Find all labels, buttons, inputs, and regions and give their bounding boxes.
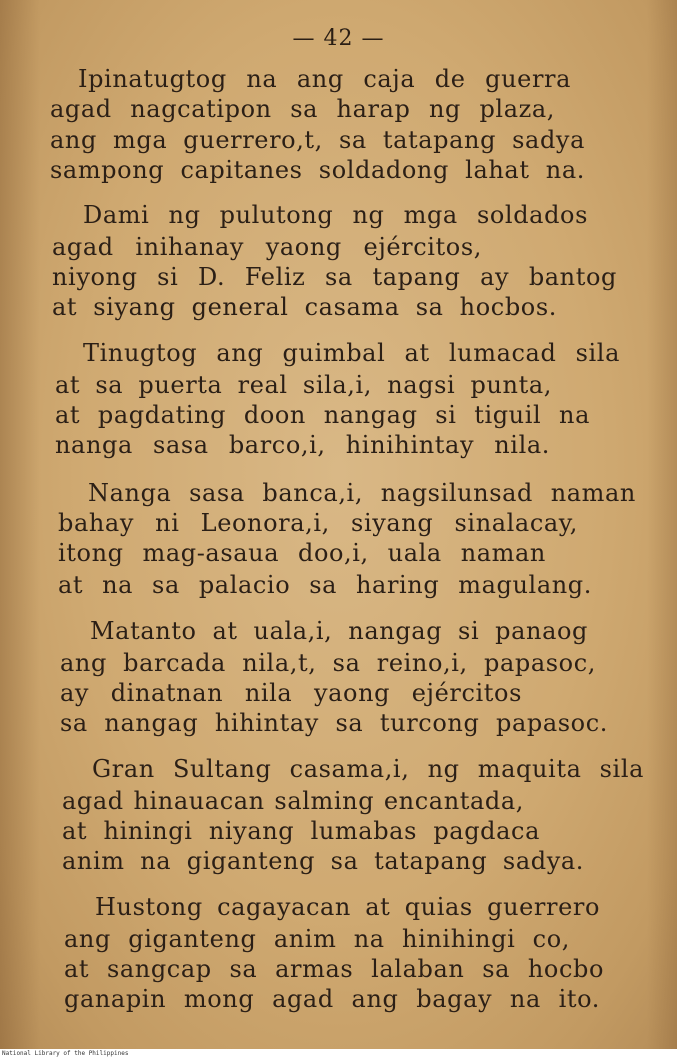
verse-line: Dami ng pulutong ng mga soldados [83, 201, 588, 229]
verse-line: ang barcada nila,t, sa reino,i, papasoc, [60, 649, 596, 677]
verse-line: niyong si D. Feliz sa tapang ay bantog [52, 263, 617, 291]
verse-line: at siyang general casama sa hocbos. [52, 293, 557, 321]
page-number: — 42 — [292, 26, 385, 51]
verse-line: ang giganteng anim na hinihingi co, [64, 925, 570, 953]
verse-line: at pagdating doon nangag si tiguil na [55, 401, 590, 429]
verse-line: ganapin mong agad ang bagay na ito. [64, 985, 600, 1013]
verse-line: sampong capitanes soldadong lahat na. [50, 156, 585, 184]
verse-line: sa nangag hihintay sa turcong papasoc. [60, 709, 608, 737]
verse-line: agad inihanay yaong ejércitos, [52, 233, 482, 261]
verse-line: agad hinauacan salming encantada, [62, 787, 524, 815]
verse-line: anim na giganteng sa tatapang sadya. [62, 847, 584, 875]
verse-line: Nanga sasa banca,i, nagsilunsad naman [88, 479, 636, 507]
verse-line: agad nagcatipon sa harap ng plaza, [50, 95, 555, 123]
verse-line: at na sa palacio sa haring magulang. [58, 571, 592, 599]
library-credit: National Library of the Philippines [0, 1049, 677, 1058]
verse-line: Hustong cagayacan at quias guerrero [95, 893, 600, 921]
verse-line: itong mag-asaua doo,i, uala naman [58, 539, 546, 567]
verse-line: ang mga guerrero,t, sa tatapang sadya [50, 126, 585, 154]
verse-line: at hiningi niyang lumabas pagdaca [62, 817, 540, 845]
verse-line: at sa puerta real sila,i, nagsi punta, [55, 371, 552, 399]
verse-line: nanga sasa barco,i, hinihintay nila. [55, 431, 550, 459]
verse-line: Gran Sultang casama,i, ng maquita sila [92, 755, 644, 783]
verse-line: Ipinatugtog na ang caja de guerra [78, 65, 571, 93]
verse-line: ay dinatnan nila yaong ejércitos [60, 679, 522, 707]
verse-line: Tinugtog ang guimbal at lumacad sila [83, 339, 620, 367]
verse-line: Matanto at uala,i, nangag si panaog [90, 617, 588, 645]
verse-line: at sangcap sa armas lalaban sa hocbo [64, 955, 604, 983]
verse-line: bahay ni Leonora,i, siyang sinalacay, [58, 509, 578, 537]
